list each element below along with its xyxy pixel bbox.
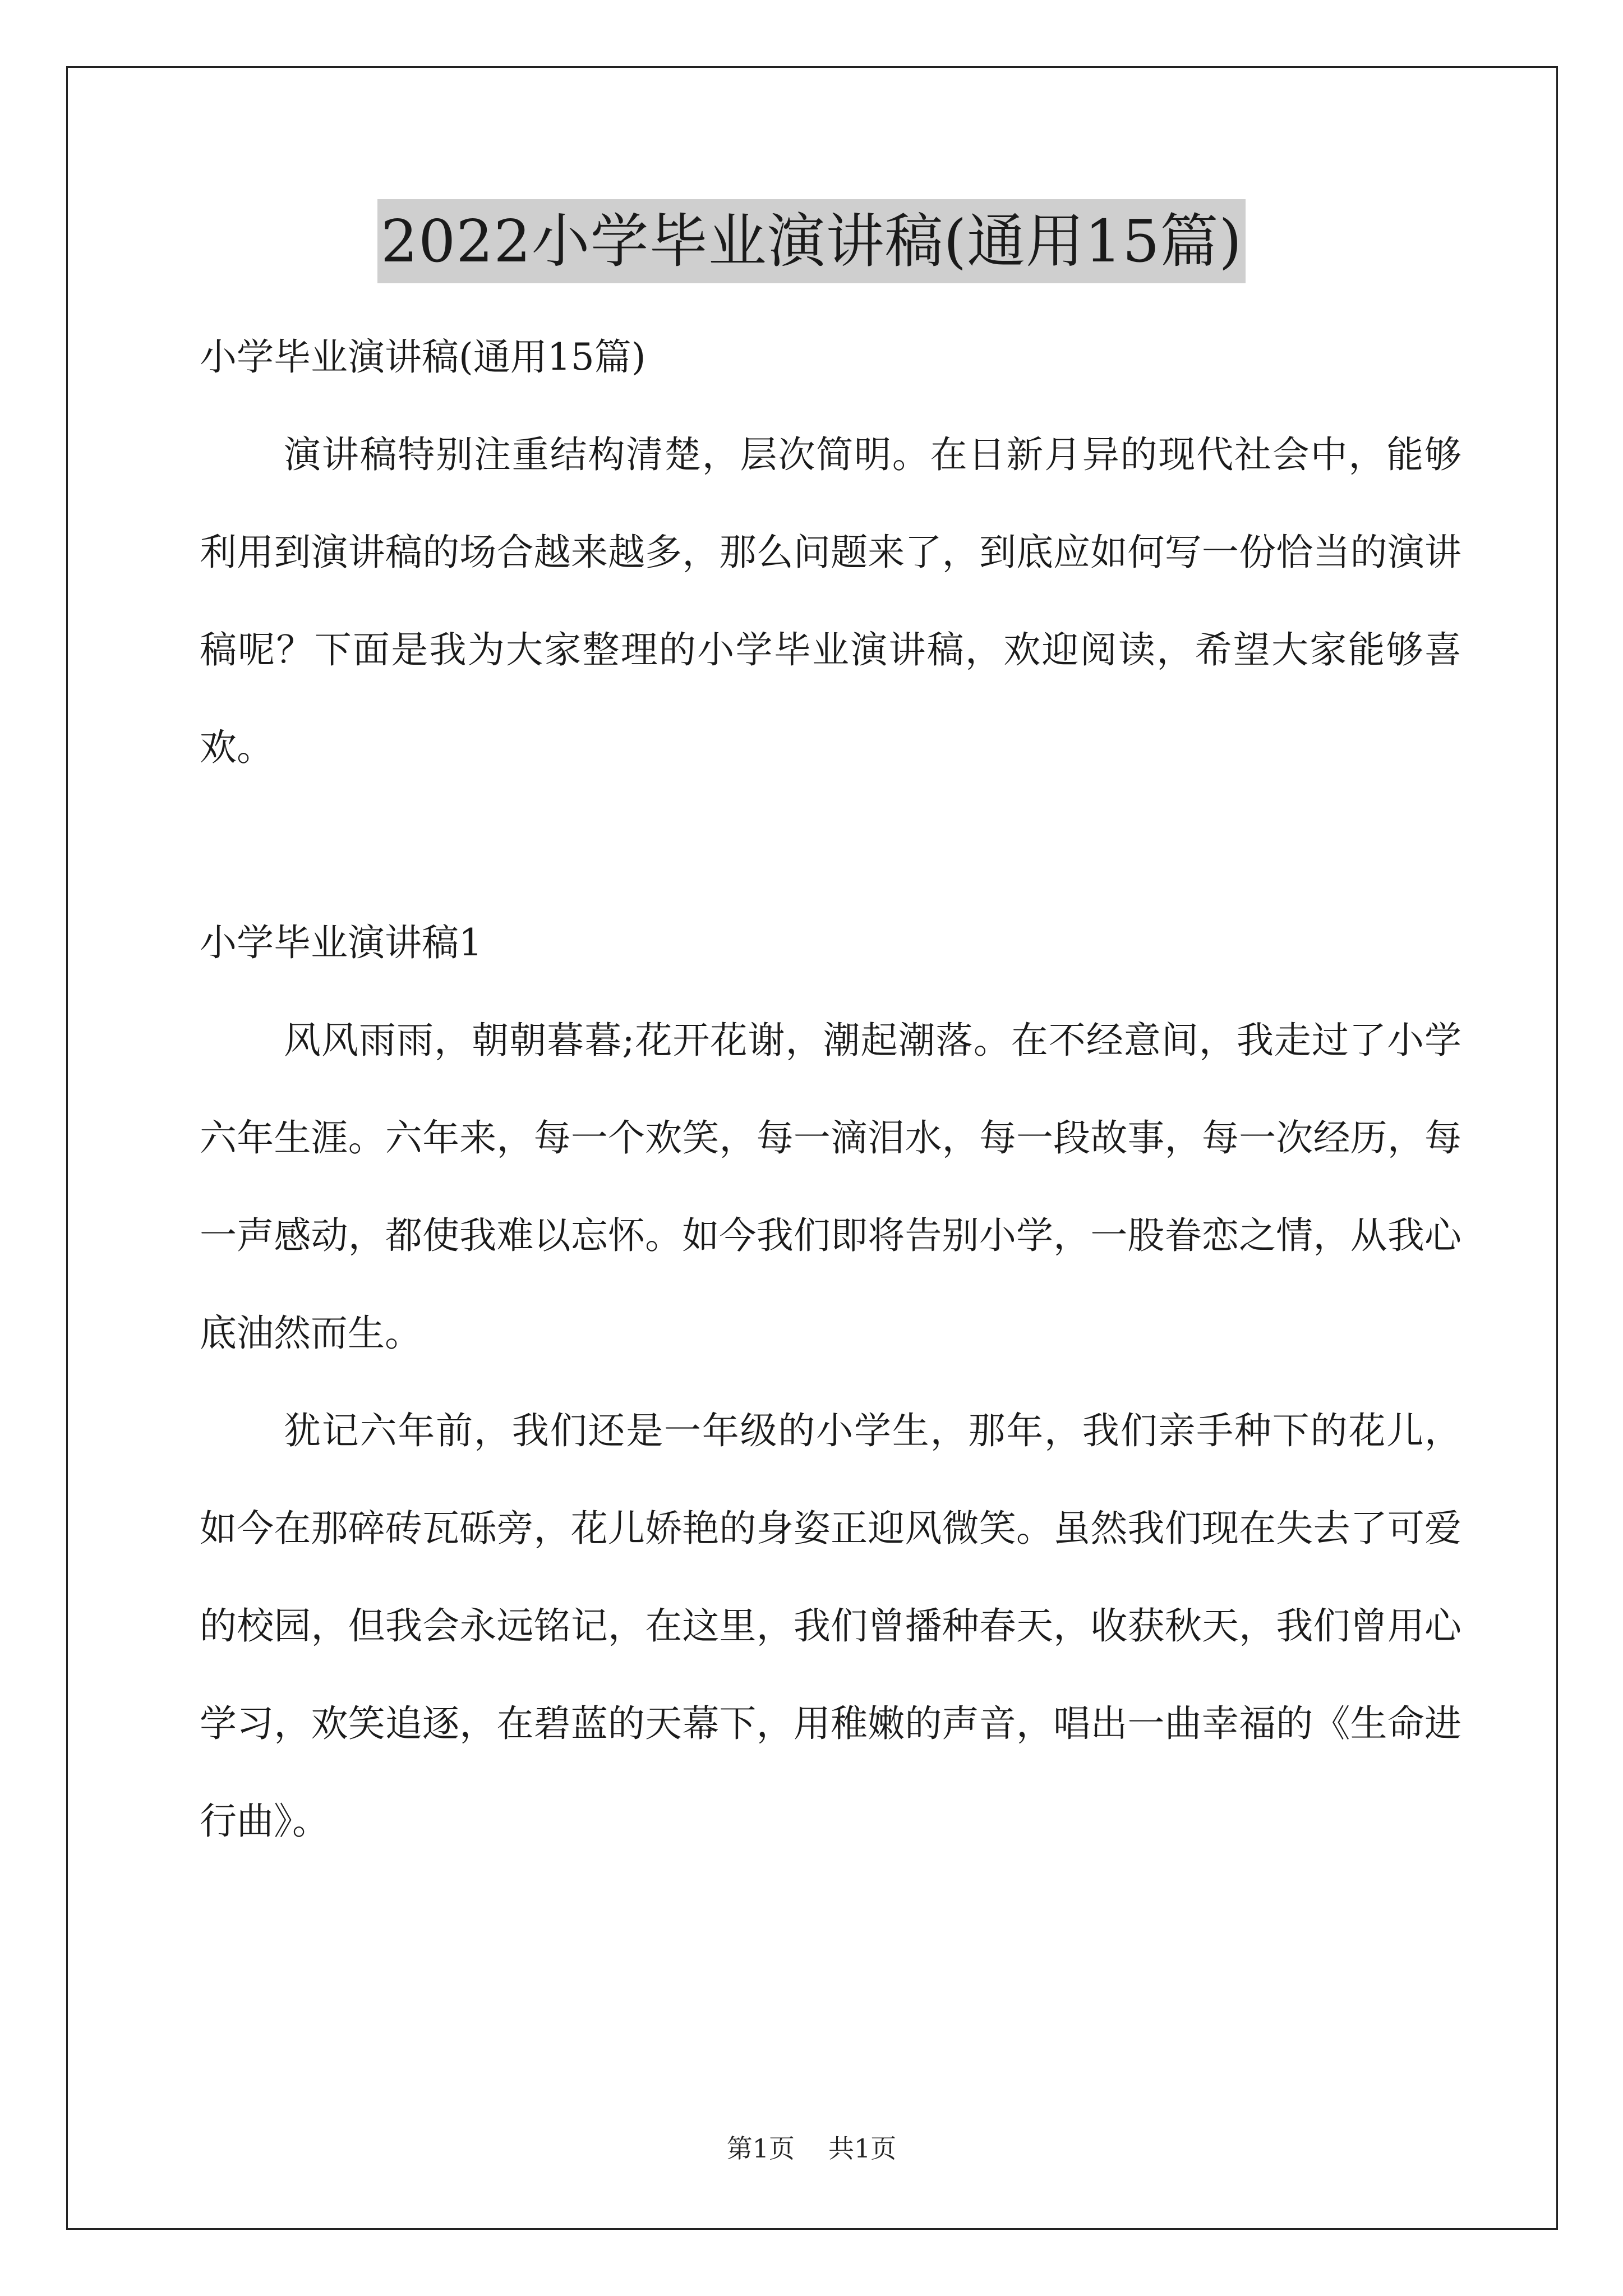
intro-paragraph: 演讲稿特别注重结构清楚，层次简明。在日新月异的现代社会中，能够利用到演讲稿的场合越来越多，那么问题来了，到底应如何写一份恰当的演讲稿呢？下面是我为大家整理的小学毕业演讲稿，欢迎阅读，希望大家能够喜欢。 <box>200 433 1461 769</box>
page-footer <box>0 2132 1623 2165</box>
document-body <box>200 309 1461 1870</box>
body-paragraph: 风风雨雨，朝朝暮暮;花开花谢，潮起潮落。在不经意间，我走过了小学六年生涯。六年来，每一个欢笑，每一滴泪水，每一段故事，每一次经历，每一声感动，都使我难以忘怀。如今我们即将告别小学，一股眷恋之情，从我心底油然而生。 <box>200 1019 1461 1355</box>
page-total: 共1页 <box>828 2133 897 2164</box>
body-paragraph: 犹记六年前，我们还是一年级的小学生，那年，我们亲手种下的花儿，如今在那碎砖瓦砾旁，花儿娇艳的身姿正迎风微笑。虽然我们现在失去了可爱的校园，但我会永远铭记，在这里，我们曾播种春天，收获秋天，我们曾用心学习，欢笑追逐，在碧蓝的天幕下，用稚嫩的声音，唱出一曲幸福的《生命进行曲》。 <box>200 1409 1461 1843</box>
document-title: 2022小学毕业演讲稿(通用15篇) <box>377 199 1246 283</box>
title-container <box>0 199 1623 283</box>
document-subtitle: 小学毕业演讲稿(通用15篇) <box>200 335 646 379</box>
section-heading: 小学毕业演讲稿1 <box>200 921 482 964</box>
paragraph-gap <box>200 797 1461 894</box>
page-number: 第1页 <box>726 2133 795 2164</box>
